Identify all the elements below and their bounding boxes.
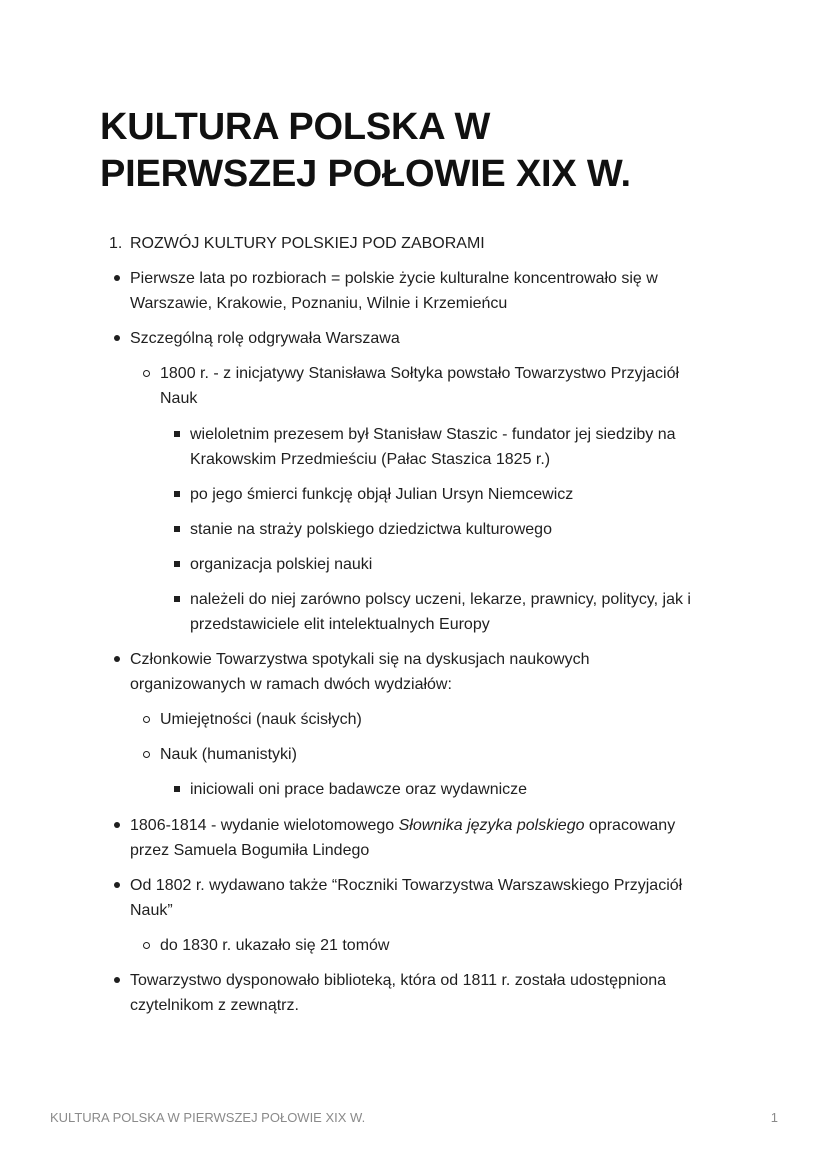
list-item-text: Towarzystwo dysponowało biblioteką, która od 1811 r. została udostępniona <box>130 972 667 989</box>
section-heading: ROZWÓJ KULTURY POLSKIEJ POD ZABORAMI <box>130 235 485 252</box>
title-line-2: PIERWSZEJ POŁOWIE XIX W. <box>100 153 631 195</box>
bullet-disc-icon <box>114 822 120 828</box>
book-title: Słownika języka polskiego <box>398 817 585 834</box>
bullet-square-icon <box>174 561 180 567</box>
list-item-text: Umiejętności (nauk ścisłych) <box>160 711 362 728</box>
bullet-square-icon <box>174 491 180 497</box>
list-number: 1. <box>109 235 123 252</box>
list-item-text: należeli do niej zarówno polscy uczeni, lekarze, prawnicy, politycy, jak i <box>190 591 691 608</box>
bullet-disc-icon <box>114 275 120 281</box>
bullet-circle-icon <box>143 751 150 758</box>
text-span: opracowany <box>584 817 676 834</box>
list-item-text: Szczególną rolę odgrywała Warszawa <box>130 330 400 347</box>
list-item-text: Krakowskim Przedmieściu (Pałac Staszica 1825 r.) <box>190 451 551 468</box>
bullet-square-icon <box>174 526 180 532</box>
title-line-1: KULTURA POLSKA W <box>100 106 491 148</box>
bullet-circle-icon <box>143 370 150 377</box>
list-item-text: 1800 r. - z inicjatywy Stanisława Sołtyka powstało Towarzystwo Przyjaciół <box>160 365 680 382</box>
list-item-text: Warszawie, Krakowie, Poznaniu, Wilnie i Krzemieńcu <box>130 295 508 312</box>
page-number: 1 <box>770 1110 778 1125</box>
list-item-text: stanie na straży polskiego dziedzictwa kulturowego <box>190 521 552 538</box>
list-item-text: organizowanych w ramach dwóch wydziałów: <box>130 676 452 693</box>
list-item-text: przedstawiciele elit intelektualnych Europy <box>190 616 490 633</box>
footer-title: KULTURA POLSKA W PIERWSZEJ POŁOWIE XIX W. <box>50 1110 366 1125</box>
list-item-text: wieloletnim prezesem był Stanisław Staszic - fundator jej siedziby na <box>190 426 676 443</box>
list-item-text: Nauk <box>160 390 198 407</box>
bullet-circle-icon <box>143 716 150 723</box>
list-item-text <box>130 813 675 838</box>
list-item-text: Członkowie Towarzystwa spotykali się na dyskusjach naukowych <box>130 651 590 668</box>
bullet-disc-icon <box>114 656 120 662</box>
bullet-square-icon <box>174 786 180 792</box>
list-item-text: iniciowali oni prace badawcze oraz wydawnicze <box>190 781 528 798</box>
list-item-text: Nauk” <box>130 902 173 919</box>
list-item-text: do 1830 r. ukazało się 21 tomów <box>160 937 390 954</box>
bullet-disc-icon <box>114 977 120 983</box>
list-item-text: organizacja polskiej nauki <box>190 556 373 573</box>
bullet-circle-icon <box>143 942 150 949</box>
list-item-text: po jego śmierci funkcję objął Julian Ursyn Niemcewicz <box>190 486 574 503</box>
bullet-disc-icon <box>114 335 120 341</box>
bullet-square-icon <box>174 431 180 437</box>
bullet-square-icon <box>174 596 180 602</box>
list-item-text: czytelnikom z zewnątrz. <box>130 997 299 1014</box>
list-item-text: przez Samuela Bogumiła Lindego <box>130 842 370 859</box>
list-item-text: Od 1802 r. wydawano także “Roczniki Towarzystwa Warszawskiego Przyjaciół <box>130 877 683 894</box>
list-item-text: Nauk (humanistyki) <box>160 746 297 763</box>
text-span: 1806-1814 - wydanie wielotomowego <box>130 817 399 834</box>
bullet-disc-icon <box>114 882 120 888</box>
list-item-text: Pierwsze lata po rozbiorach = polskie życie kulturalne koncentrowało się w <box>130 270 658 287</box>
page-title <box>100 104 740 198</box>
